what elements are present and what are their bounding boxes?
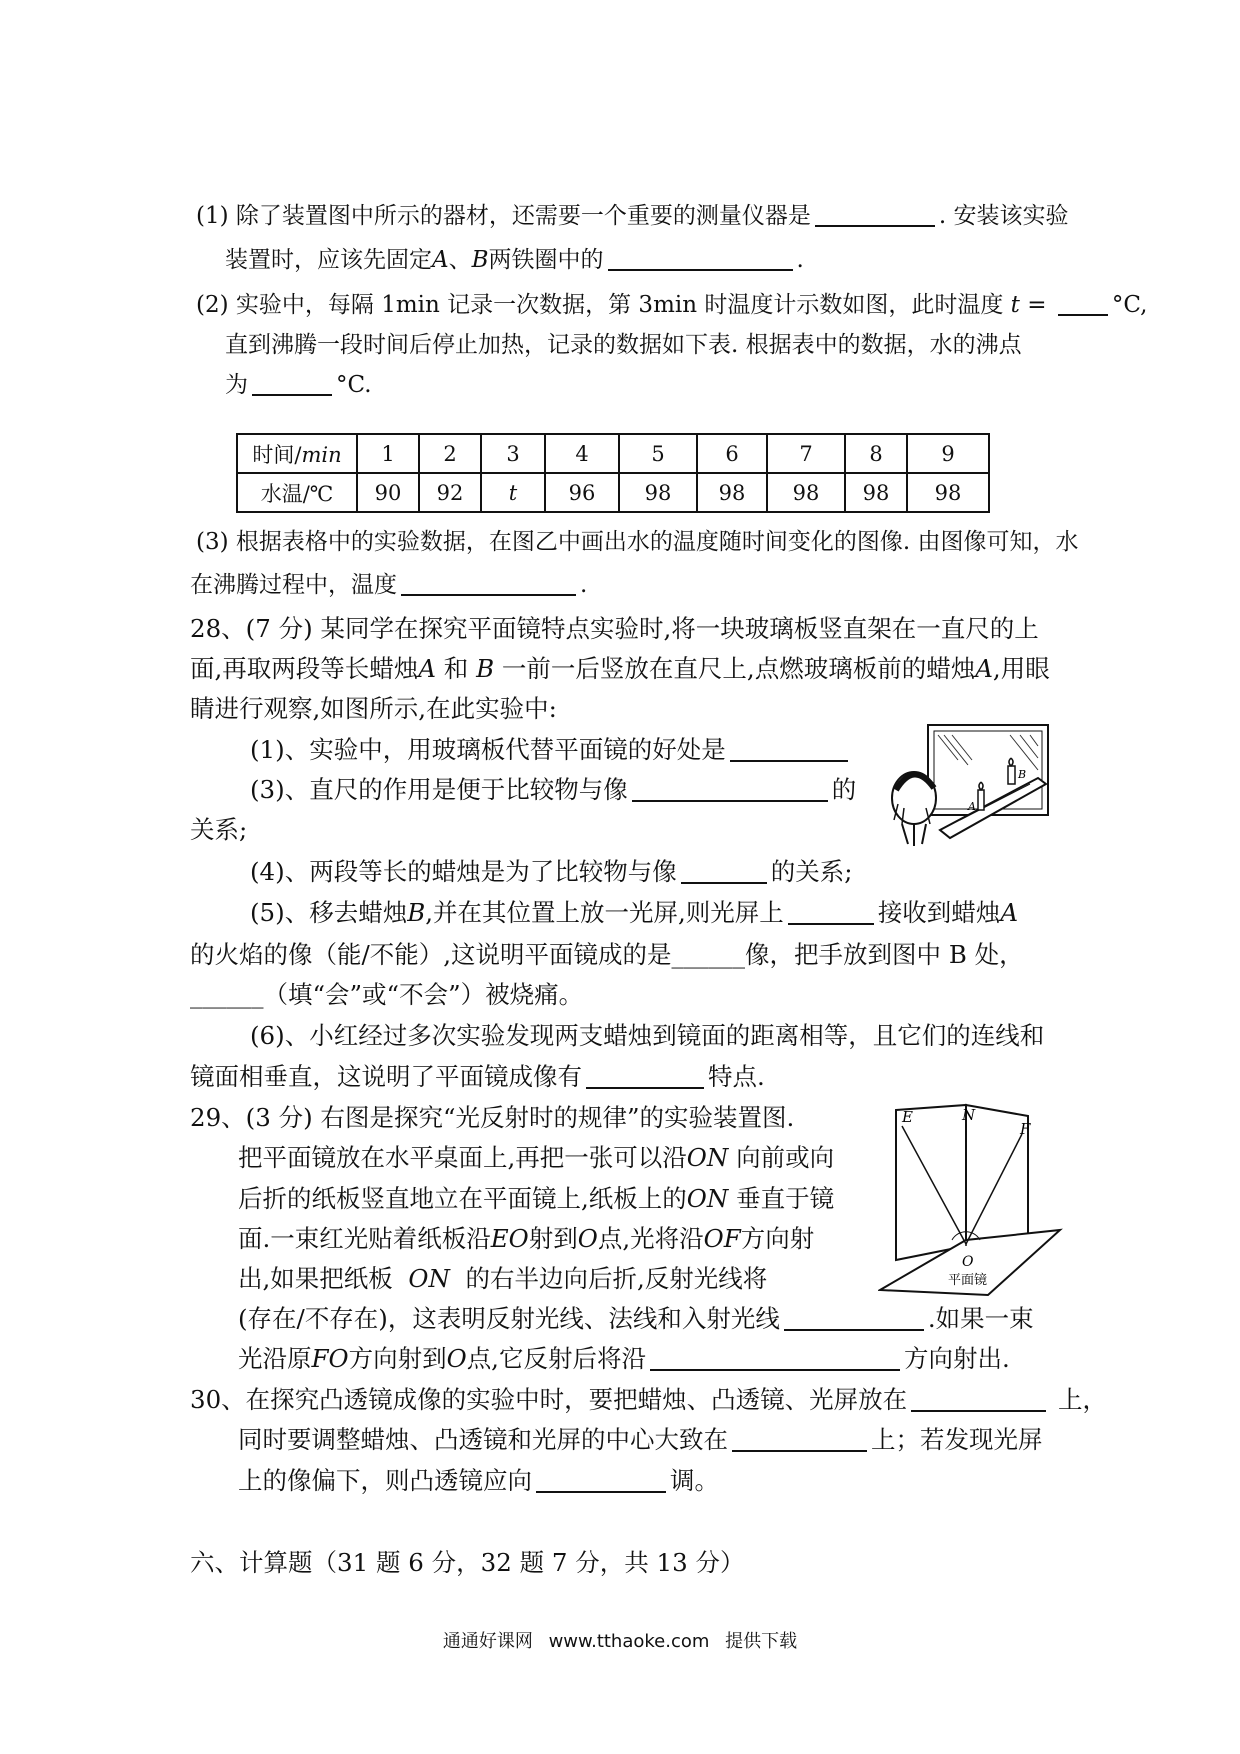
section-6-heading: 六、计算题（31 题 6 分，32 题 7 分，共 13 分） <box>190 1548 745 1577</box>
q29-line-2: 把平面镜放在水平桌面上,再把一张可以沿ON 向前或向 <box>238 1143 835 1172</box>
q27-line-4: 直到沸腾一段时间后停止加热，记录的数据如下表. 根据表中的数据，水的沸点 <box>225 332 1022 358</box>
q30-line-2: 同时要调整蜡烛、凸透镜和光屏的中心大致在 上；若发现光屏 <box>238 1425 1043 1454</box>
q30-line-1: 30、在探究凸透镜成像的实验中时，要把蜡烛、凸透镜、光屏放在 上， <box>190 1385 1107 1414</box>
table-cell: 6 <box>697 434 767 473</box>
table-cell: t <box>481 473 545 512</box>
footer-url[interactable]: www.tthaoke.com <box>548 1631 710 1652</box>
q28-part-3-cont: 关系; <box>190 815 248 844</box>
footer <box>0 1627 1240 1653</box>
figure-label-n: N <box>962 1106 976 1124</box>
q28-part-1: (1)、实验中，用玻璃板代替平面镜的好处是 <box>250 735 852 765</box>
q28-part-5-cont2: ______（填“会”或“不会”）被烧痛。 <box>190 980 584 1009</box>
q27-line-7: 在沸腾过程中，温度 . <box>190 572 588 598</box>
answer-blank[interactable] <box>730 738 848 762</box>
reflection-apparatus-figure <box>878 1100 1064 1300</box>
answer-blank[interactable] <box>1058 292 1108 316</box>
q27-line-5: 为 °C. <box>225 372 372 398</box>
q28-line-3: 睛进行观察,如图所示,在此实验中: <box>190 694 557 723</box>
q28-part-6-cont: 镜面相垂直，这说明了平面镜成像有 特点. <box>190 1062 765 1091</box>
table-cell: 7 <box>767 434 845 473</box>
table-cell: 96 <box>545 473 619 512</box>
answer-blank[interactable] <box>911 1388 1046 1412</box>
data-table <box>236 433 990 513</box>
q29-line-5: 出,如果把纸板 ON 的右半边向后折,反射光线将 <box>238 1264 768 1293</box>
q28-part-3: (3)、直尺的作用是便于比较物与像 的 <box>250 775 857 804</box>
table-cell: 98 <box>697 473 767 512</box>
q30-line-3: 上的像偏下，则凸透镜应向 调。 <box>238 1466 719 1495</box>
answer-blank[interactable] <box>586 1065 704 1089</box>
table-cell: 92 <box>419 473 481 512</box>
answer-blank[interactable] <box>815 203 935 227</box>
table-cell: 4 <box>545 434 619 473</box>
table-cell: 98 <box>845 473 907 512</box>
table-cell: 2 <box>419 434 481 473</box>
table-cell: 3 <box>481 434 545 473</box>
table-cell: 90 <box>357 473 419 512</box>
footer-tail: 提供下载 <box>725 1631 798 1652</box>
answer-blank[interactable] <box>732 1428 867 1452</box>
table-cell: 1 <box>357 434 419 473</box>
q28-line-2: 面,再取两段等长蜡烛A 和 B 一前一后竖放在直尺上,点燃玻璃板前的蜡烛A,用眼 <box>190 654 1050 683</box>
q28-part-5: (5)、移去蜡烛B,并在其位置上放一光屏,则光屏上 接收到蜡烛A <box>250 898 1019 927</box>
table-cell: 98 <box>907 473 989 512</box>
answer-blank[interactable] <box>608 247 793 271</box>
q27-line-2: 装置时，应该先固定A、B两铁圈中的 . <box>225 247 804 273</box>
table-header-time: 时间/min <box>237 434 357 473</box>
table-row <box>237 473 989 512</box>
table-row <box>237 434 989 473</box>
answer-blank[interactable] <box>681 860 767 884</box>
q27-line-1: (1) 除了装置图中所示的器材，还需要一个重要的测量仪器是 . 安装该实验 <box>196 203 1069 229</box>
figure-label-b: B <box>1018 768 1027 781</box>
answer-blank[interactable] <box>536 1469 666 1493</box>
table-cell: 8 <box>845 434 907 473</box>
q28-part-6: (6)、小红经过多次实验发现两支蜡烛到镜面的距离相等，且它们的连线和 <box>250 1021 1045 1050</box>
answer-blank[interactable] <box>252 372 332 396</box>
table-cell: 9 <box>907 434 989 473</box>
q27-line-3: (2) 实验中，每隔 1min 记录一次数据，第 3min 时温度计示数如图，此时温度 t = °C, <box>196 292 1148 318</box>
q29-line-4: 面.一束红光贴着纸板沿EO射到O点,光将沿OF方向射 <box>238 1224 815 1253</box>
table-cell: 98 <box>767 473 845 512</box>
q29-line-3: 后折的纸板竖直地立在平面镜上,纸板上的ON 垂直于镜 <box>238 1184 835 1213</box>
figure-label-mirror: 平面镜 <box>948 1273 988 1288</box>
answer-blank[interactable] <box>650 1347 900 1371</box>
q28-line-1: 28、(7 分) 某同学在探究平面镜特点实验时,将一块玻璃板竖直架在一直尺的上 <box>190 614 1039 643</box>
footer-site: 通通好课网 <box>442 1631 533 1652</box>
answer-blank[interactable] <box>788 901 874 925</box>
q29-line-6: (存在/不存在)，这表明反射光线、法线和入射光线 .如果一束 <box>238 1304 1034 1333</box>
figure-label-f: F <box>1020 1120 1031 1138</box>
table-cell: 98 <box>619 473 697 512</box>
mirror-experiment-figure <box>890 720 1060 850</box>
q29-line-1: 29、(3 分) 右图是探究“光反射时的规律”的实验装置图. <box>190 1103 795 1132</box>
answer-blank[interactable] <box>632 778 828 802</box>
q28-part-5-cont: 的火焰的像（能/不能）,这说明平面镜成的是______像，把手放到图中 B 处， <box>190 940 1024 969</box>
q27-line-6: (3) 根据表格中的实验数据，在图乙中画出水的温度随时间变化的图像. 由图像可知，水 <box>196 529 1079 555</box>
q28-part-4: (4)、两段等长的蜡烛是为了比较物与像 的关系; <box>250 857 853 886</box>
answer-blank[interactable] <box>784 1307 924 1331</box>
answer-blank[interactable] <box>401 572 576 596</box>
table-header-temp: 水温/℃ <box>237 473 357 512</box>
table-cell: 5 <box>619 434 697 473</box>
q29-line-7: 光沿原FO方向射到O点,它反射后将沿 方向射出. <box>238 1344 1010 1373</box>
figure-label-o: O <box>962 1254 974 1270</box>
figure-label-e: E <box>902 1108 913 1126</box>
figure-label-a: A <box>968 800 976 813</box>
